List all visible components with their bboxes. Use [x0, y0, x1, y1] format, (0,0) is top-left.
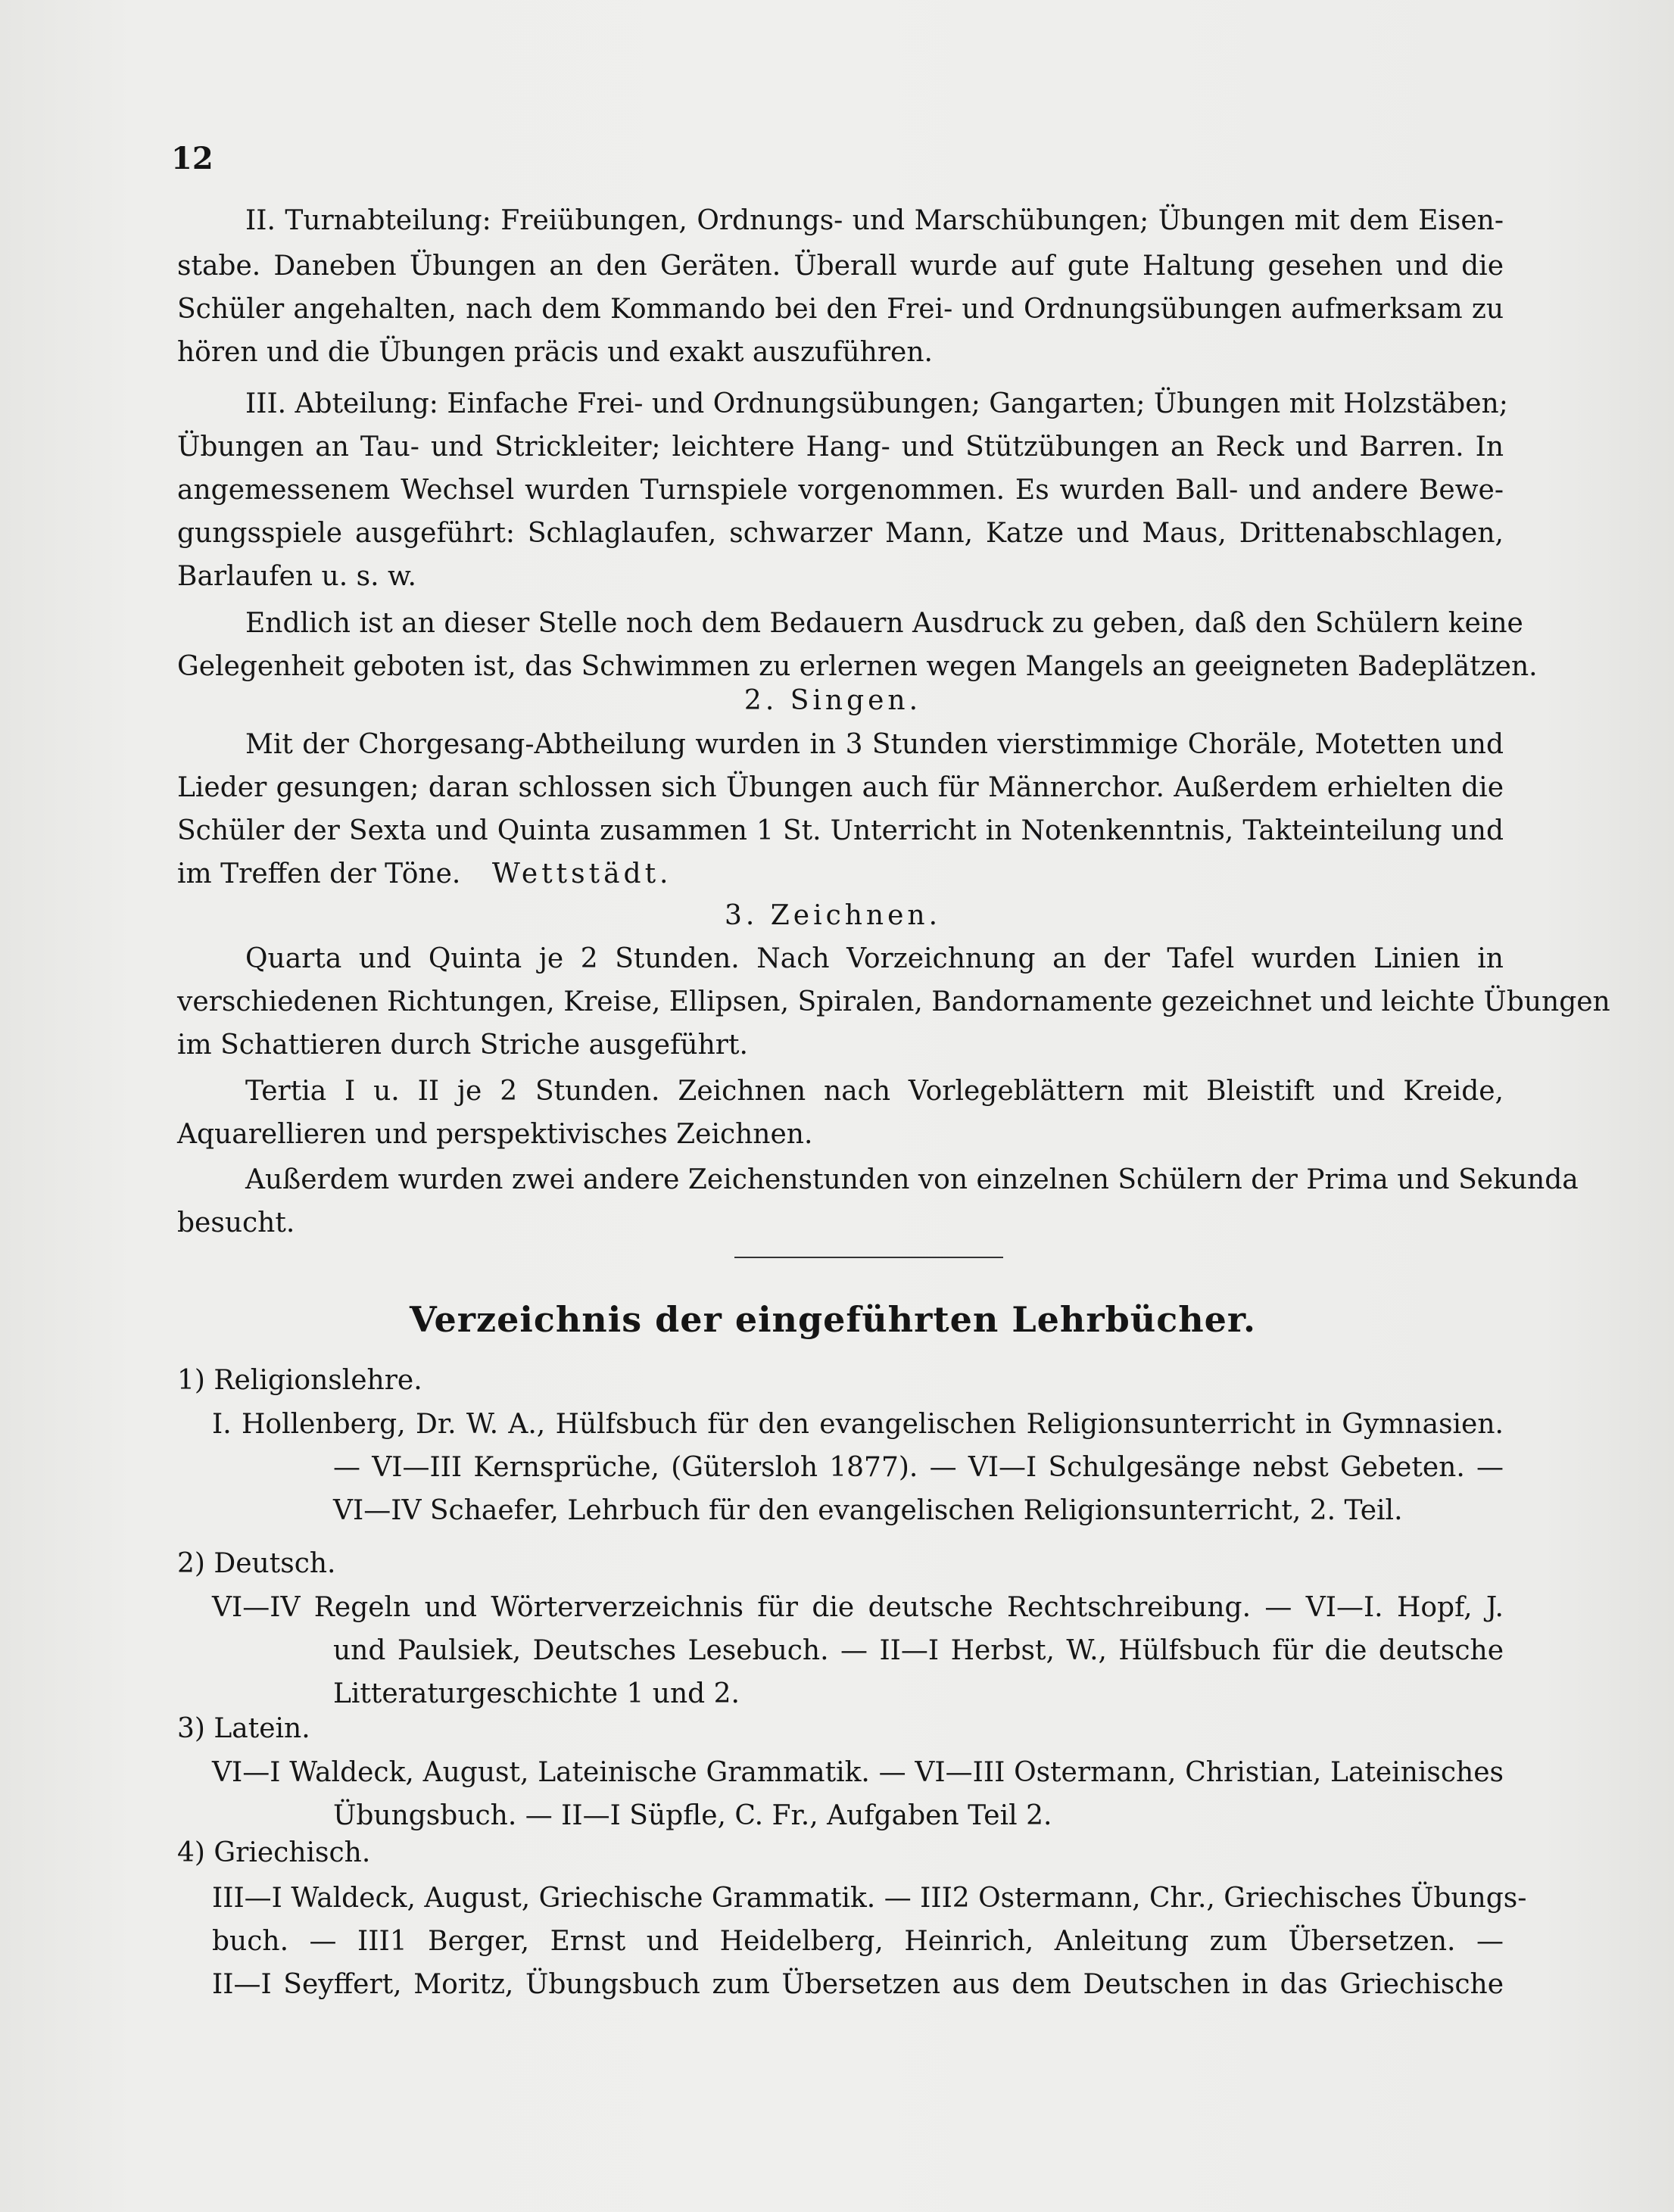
subject-label: 3) Latein.	[177, 1713, 310, 1744]
text-line: hören und die Übungen präcis und exakt auszuführen.	[177, 337, 933, 368]
page-number: 12	[171, 141, 214, 176]
subject-label: 2) Deutsch.	[177, 1548, 336, 1579]
section-title-singen: 2. Singen.	[743, 685, 922, 716]
text-line: VI—I Waldeck, August, Lateinische Grammatik. — VI—III Ostermann, Christian, Lateinisches	[212, 1757, 1504, 1788]
text-line: verschiedenen Richtungen, Kreise, Ellipsen, Spiralen, Bandornamente gezeichnet und leichte Übungen	[177, 986, 1610, 1017]
text-line: besucht.	[177, 1207, 295, 1238]
subject-label: 1) Religionslehre.	[177, 1365, 422, 1396]
text-line: Aquarellieren und perspektivisches Zeichnen.	[177, 1119, 813, 1150]
text-line-with-teacher	[177, 856, 1504, 893]
text-line: VI—IV Schaefer, Lehrbuch für den evangelischen Religionsunterricht, 2. Teil.	[333, 1495, 1403, 1526]
text-line: Übungsbuch. — II—I Süpfle, C. Fr., Aufgaben Teil 2.	[333, 1800, 1052, 1831]
text-line: II—I Seyffert, Moritz, Übungsbuch zum Übersetzen aus dem Deutschen in das Griechische	[212, 1969, 1504, 2000]
text-line: angemessenem Wechsel wurden Turnspiele vorgenommen. Es wurden Ball- und andere Bewe-	[177, 475, 1504, 506]
teacher-name: Wettstädt.	[491, 858, 672, 889]
text-line: III. Abteilung: Einfache Frei- und Ordnungsübungen; Gangarten; Übungen mit Holzstäben;	[245, 388, 1508, 419]
text-line: Endlich ist an dieser Stelle noch dem Bedauern Ausdruck zu geben, daß den Schülern keine	[245, 608, 1523, 639]
text-line: Mit der Chorgesang-Abtheilung wurden in 3 Stunden vierstimmige Choräle, Motetten und	[245, 729, 1504, 760]
text-line: Außerdem wurden zwei andere Zeichenstunden von einzelnen Schülern der Prima und Sekunda	[245, 1164, 1579, 1195]
text-line: VI—IV Regeln und Wörterverzeichnis für die deutsche Rechtschreibung. — VI—I. Hopf, J.	[212, 1592, 1504, 1623]
section-title-zeichnen: 3. Zeichnen.	[724, 900, 942, 931]
text-line: Barlaufen u. s. w.	[177, 561, 416, 592]
text-line: III—I Waldeck, August, Griechische Grammatik. — III2 Ostermann, Chr., Griechisches Übungs-	[212, 1883, 1527, 1914]
textbook-list-heading: Verzeichnis der eingeführten Lehrbücher.	[410, 1299, 1256, 1340]
text-line: Lieder gesungen; daran schlossen sich Übungen auch für Männerchor. Außerdem erhielten die	[177, 772, 1504, 803]
text-line: Quarta und Quinta je 2 Stunden. Nach Vorzeichnung an der Tafel wurden Linien in	[245, 943, 1504, 974]
text-line: — VI—III Kernsprüche, (Gütersloh 1877). — VI—I Schulgesänge nebst Gebeten. —	[333, 1452, 1504, 1483]
text-line: buch. — III1 Berger, Ernst und Heidelberg, Heinrich, Anleitung zum Übersetzen. —	[212, 1926, 1504, 1957]
text-line: Übungen an Tau- und Strickleiter; leichtere Hang- und Stützübungen an Reck und Barren. In	[177, 431, 1504, 463]
text-line: gungsspiele ausgeführt: Schlaglaufen, schwarzer Mann, Katze und Maus, Drittenabschlagen,	[177, 518, 1504, 549]
text-line: Tertia I u. II je 2 Stunden. Zeichnen nach Vorlegeblättern mit Bleistift und Kreide,	[245, 1076, 1504, 1107]
text-line: im Schattieren durch Striche ausgeführt.	[177, 1030, 748, 1061]
text-line: I. Hollenberg, Dr. W. A., Hülfsbuch für den evangelischen Religionsunterricht in Gymnasien.	[212, 1409, 1504, 1440]
text-line: stabe. Daneben Übungen an den Geräten. Überall wurde auf gute Haltung gesehen und die	[177, 251, 1504, 282]
text-line: und Paulsiek, Deutsches Lesebuch. — II—I Herbst, W., Hülfsbuch für die deutsche	[333, 1635, 1504, 1666]
section-divider	[734, 1257, 1003, 1258]
text-line: Schüler der Sexta und Quinta zusammen 1 St. Unterricht in Notenkenntnis, Takteinteilung und	[177, 815, 1504, 846]
subject-label: 4) Griechisch.	[177, 1837, 371, 1868]
text-line-content: im Treffen der Töne.	[177, 858, 461, 889]
text-line: Litteraturgeschichte 1 und 2.	[333, 1678, 740, 1709]
text-line: II. Turnabteilung: Freiübungen, Ordnungs- und Marschübungen; Übungen mit dem Eisen-	[245, 205, 1504, 236]
text-line: Schüler angehalten, nach dem Kommando bei den Frei- und Ordnungsübungen aufmerksam zu	[177, 294, 1504, 325]
text-line: Gelegenheit geboten ist, das Schwimmen zu erlernen wegen Mangels an geeigneten Badeplätzen.	[177, 651, 1538, 682]
